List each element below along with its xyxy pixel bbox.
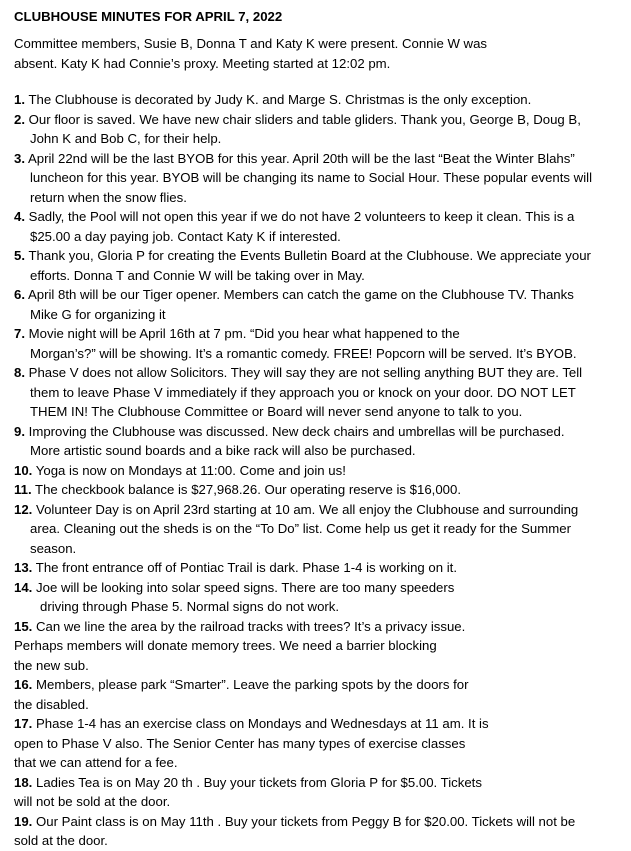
item-text: sold at the door. (14, 833, 108, 848)
item-text: THEM IN! The Clubhouse Committee or Board will never send anyone to talk to you. (30, 404, 523, 419)
document-title: CLUBHOUSE MINUTES FOR APRIL 7, 2022 (14, 9, 283, 24)
item-number: 6. (14, 287, 25, 302)
list-item (14, 207, 628, 246)
list-item (14, 500, 628, 559)
item-text: Can we line the area by the railroad tracks with trees? It’s a privacy issue. (36, 618, 466, 634)
list-item (14, 110, 628, 149)
item-number: 10. (14, 462, 33, 478)
item-number: 14. (14, 579, 33, 595)
item-number: 12. (14, 501, 33, 517)
item-number: 4. (14, 209, 25, 224)
intro-line: Committee members, Susie B, Donna T and Katy K were present. Connie W was (14, 36, 488, 51)
item-text: $25.00 a day paying job. Contact Katy K if interested. (30, 228, 341, 244)
item-number: 13. (14, 560, 33, 575)
item-number: 5. (14, 248, 25, 263)
item-text: Our Paint class is on May 11th . Buy your tickets from Peggy B for $20.00. Tickets will not be (36, 813, 576, 829)
item-text: the disabled. (14, 696, 89, 712)
item-number: 15. (14, 618, 33, 634)
item-number: 19. (14, 813, 33, 829)
list-item (14, 246, 628, 285)
item-text: Thank you, Gloria P for creating the Events Bulletin Board at the Clubhouse. We appreciate your (28, 248, 591, 263)
list-item (14, 422, 628, 461)
item-text: April 8th will be our Tiger opener. Members can catch the game on the Clubhouse TV. Thanks (27, 287, 574, 302)
item-text: Perhaps members will donate memory trees. We need a barrier blocking (14, 638, 437, 653)
intro-line: absent. Katy K had Connie’s proxy. Meeting started at 12:02 pm. (14, 55, 391, 71)
list-item (14, 675, 628, 714)
item-text: that we can attend for a fee. (14, 755, 178, 770)
list-item (14, 617, 628, 676)
item-text: season. (30, 540, 77, 556)
list-item (14, 90, 628, 110)
item-text: The checkbook balance is $27,968.26. Our operating reserve is $16,000. (35, 482, 461, 497)
item-text: Members, please park “Smarter”. Leave the parking spots by the doors for (36, 677, 469, 692)
item-text: Mike G for organizing it (30, 306, 166, 322)
item-text: Yoga is now on Mondays at 11:00. Come and join us! (35, 462, 346, 478)
list-item (14, 149, 628, 208)
minutes-list (14, 90, 628, 851)
item-text: More artistic sound boards and a bike rack will also be purchased. (30, 443, 416, 458)
item-text: Volunteer Day is on April 23rd starting at 10 am. We all enjoy the Clubhouse and surrounding (36, 501, 579, 517)
item-text: Phase 1-4 has an exercise class on Mondays and Wednesdays at 11 am. It is (36, 716, 489, 731)
list-item (14, 285, 628, 324)
intro-paragraph (14, 34, 628, 73)
item-text: The Clubhouse is decorated by Judy K. and Marge S. Christmas is the only exception. (28, 92, 532, 107)
item-number: 18. (14, 774, 33, 790)
item-text: The front entrance off of Pontiac Trail is dark. Phase 1-4 is working on it. (35, 560, 458, 575)
item-number: 16. (14, 677, 33, 692)
item-number: 11. (14, 482, 32, 497)
item-text: Our floor is saved. We have new chair sliders and table gliders. Thank you, George B, Doug B, (28, 111, 581, 127)
item-text: Phase V does not allow Solicitors. They will say they are not selling anything BUT they are. Tell (28, 365, 583, 380)
list-item (14, 324, 628, 363)
item-number: 8. (14, 365, 25, 380)
item-number: 3. (14, 150, 25, 166)
item-text: Movie night will be April 16th at 7 pm. “Did you hear what happened to the (28, 326, 460, 341)
item-number: 9. (14, 423, 25, 439)
item-text: John K and Bob C, for their help. (30, 131, 222, 146)
item-text: them to leave Phase V immediately if they approach you or knock on your door. DO NOT LET (30, 384, 576, 400)
list-item (14, 363, 628, 422)
item-text: return when the snow flies. (30, 189, 187, 205)
minutes-document (14, 7, 628, 851)
list-item (14, 480, 628, 500)
list-item (14, 773, 628, 812)
item-text: luncheon for this year. BYOB will be changing its name to Social Hour. These popular events will (30, 170, 592, 185)
list-item (14, 578, 628, 617)
item-text: will not be sold at the door. (14, 794, 171, 809)
item-text: Improving the Clubhouse was discussed. New deck chairs and umbrellas will be purchased. (28, 423, 565, 439)
list-item (14, 714, 628, 773)
list-item (14, 558, 628, 578)
item-text: Joe will be looking into solar speed signs. There are too many speeders (36, 579, 455, 595)
item-text: the new sub. (14, 657, 89, 673)
list-item (14, 812, 628, 851)
item-number: 7. (14, 326, 25, 341)
item-number: 17. (14, 716, 33, 731)
item-text: open to Phase V also. The Senior Center has many types of exercise classes (14, 735, 466, 751)
item-text: area. Cleaning out the sheds is on the “To Do” list. Come help us get it ready for the Summer (30, 521, 571, 536)
item-text: Morgan’s?” will be showing. It’s a romantic comedy. FREE! Popcorn will be served. It’s BYOB. (30, 345, 577, 361)
item-text: Ladies Tea is on May 20 th . Buy your tickets from Gloria P for $5.00. Tickets (36, 774, 482, 790)
item-number: 2. (14, 111, 25, 127)
list-item (14, 461, 628, 481)
item-text: April 22nd will be the last BYOB for this year. April 20th will be the last “Beat the Winter Blahs” (27, 150, 575, 166)
item-text: driving through Phase 5. Normal signs do not work. (40, 599, 340, 614)
item-text: efforts. Donna T and Connie W will be taking over in May. (30, 267, 365, 283)
item-number: 1. (14, 92, 25, 107)
item-text: Sadly, the Pool will not open this year if we do not have 2 volunteers to keep it clean. This is a (28, 209, 575, 224)
